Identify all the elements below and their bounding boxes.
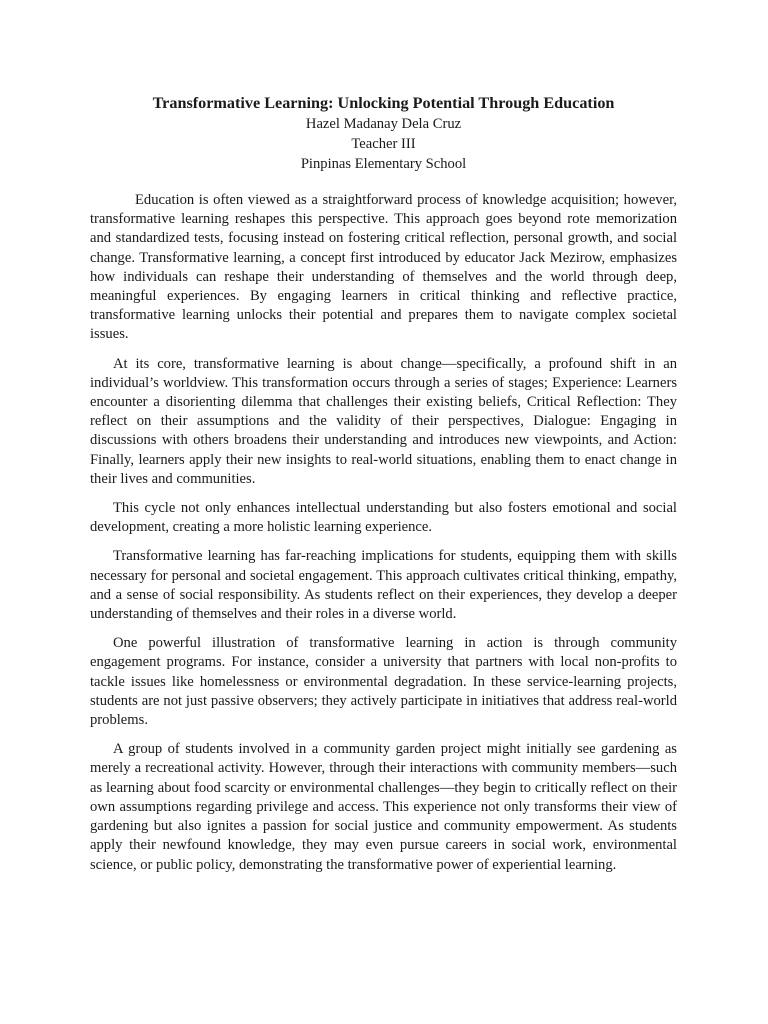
paragraph-5: One powerful illustration of transformative learning in action is through community engagement programs. For instance, consider a university that partners with local non-profits to tackle issues like homelessness or environmental degradation. In these service-learning projects, students are not just passive observers; they actively participate in initiatives that address real-world problems. <box>90 635 677 729</box>
document-page <box>90 92 677 885</box>
paragraph-3: This cycle not only enhances intellectual understanding but also fosters emotional and social development, creating a more holistic learning experience. <box>90 500 677 536</box>
paragraph-2: At its core, transformative learning is about change—specifically, a profound shift in an individual’s worldview. This transformation occurs through a series of stages; Experience: Learners encounter a disorienting dilemma that challenges their existing beliefs, Critical Reflection: They reflect on their assumptions and the validity of their perspectives, Dialogue: Engaging in discussions with others broadens their understanding and introduces new viewpoints, and Action: Finally, learners apply their new insights to real-world situations, enabling them to enact change in their lives and communities. <box>90 355 677 487</box>
document-body <box>90 191 677 875</box>
paragraph-4: Transformative learning has far-reaching implications for students, equipping them with skills necessary for personal and societal engagement. This approach cultivates critical thinking, empathy, and a sense of social responsibility. As students reflect on their experiences, they develop a deeper understanding of themselves and their roles in a diverse world. <box>90 548 677 623</box>
author-name: Hazel Madanay Dela Cruz <box>305 116 462 132</box>
document-title: Transformative Learning: Unlocking Potential Through Education <box>152 94 615 112</box>
author-position: Teacher III <box>351 136 416 152</box>
paragraph-6: A group of students involved in a community garden project might initially see gardening as merely a recreational activity. However, through their interactions with community members—such as learning about food scarcity or environmental challenges—they begin to critically reflect on their own assumptions regarding privilege and access. This experience not only transforms their view of gardening but also ignites a passion for social justice and community empowerment. As students apply their newfound knowledge, they may even pursue careers in social work, environmental science, or public policy, demonstrating the transformative power of experiential learning. <box>90 741 677 873</box>
paragraph-1: Education is often viewed as a straightforward process of knowledge acquisition; however, transformative learning reshapes this perspective. This approach goes beyond rote memorization and standardized tests, focusing instead on fostering critical reflection, personal growth, and social change. Transformative learning, a concept first introduced by educator Jack Mezirow, emphasizes how individuals can reshape their understanding of themselves and the world through deep, meaningful experiences. By engaging learners in critical thinking and reflective practice, transformative learning unlocks their potential and prepares them to navigate complex societal issues. <box>90 192 677 343</box>
school-name: Pinpinas Elementary School <box>300 156 467 172</box>
